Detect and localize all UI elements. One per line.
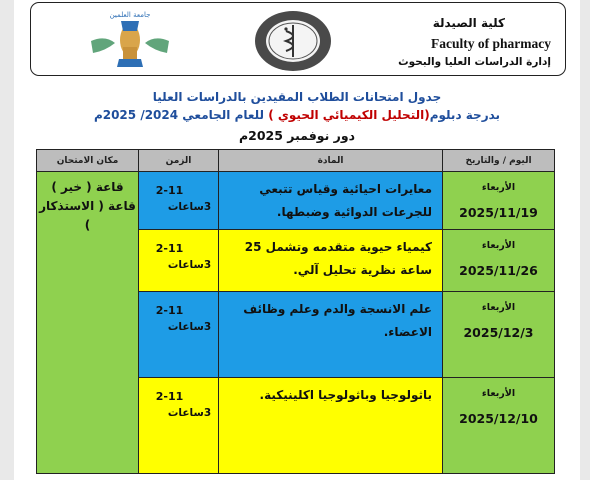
subject-cell [219, 292, 443, 378]
exam-date: 2025/12/3 [463, 325, 534, 340]
day-name: الأربعاء [481, 182, 516, 193]
exam-date: 2025/11/19 [459, 205, 538, 220]
schedule-title: جدول امتحانات الطلاب المقيدين بالدراسات العليا [152, 90, 442, 104]
time-cell [139, 292, 219, 378]
letterhead [30, 2, 566, 76]
subject-cell [219, 378, 443, 474]
subject-name: كيمياء حيوية متقدمه وتشمل 25 ساعة نظرية تحليل آلي. [244, 240, 432, 277]
schedule-subtitle [14, 108, 580, 122]
header-day-date: اليوم / والتاريخ [443, 150, 555, 172]
day-date-cell [443, 292, 555, 378]
subject-cell [219, 172, 443, 230]
program-name: (التحليل الكيميائي الحيوي ) [268, 108, 430, 122]
day-date-cell [443, 230, 555, 292]
time-range: 2-11 [155, 390, 184, 403]
day-name: الأربعاء [481, 388, 516, 399]
subject-name: معايرات احيائية وقياس تتبعي للجرعات الدوائية وضبطها. [259, 182, 432, 219]
table-header-row [37, 150, 555, 172]
day-date-cell [443, 172, 555, 230]
nefertiti-logo-icon [85, 7, 175, 73]
day-name: الأربعاء [481, 302, 516, 313]
location-cell [37, 172, 139, 474]
faculty-seal-icon [253, 9, 333, 73]
duration: 3ساعات [167, 201, 212, 213]
duration: 3ساعات [167, 407, 212, 419]
exam-schedule-table [36, 149, 555, 474]
exam-session: دور نوفمبر 2025م [238, 128, 356, 143]
academic-year: للعام الجامعي 2024/ 2025م [93, 108, 265, 122]
header-time: الزمن [139, 150, 219, 172]
svg-text:جامعة العلمين: جامعة العلمين [109, 11, 151, 19]
exam-date: 2025/11/26 [459, 263, 538, 278]
college-name-english: Faculty of pharmacy [431, 36, 551, 51]
header-location: مكان الامتحان [37, 150, 139, 172]
subject-name: علم الانسجة والدم وعلم وظائف الاعضاء. [243, 302, 432, 339]
time-range: 2-11 [155, 304, 184, 317]
location-text: قاعة ( خير ) قاعة ( الاستذكار ) [39, 180, 136, 232]
document-page [14, 0, 580, 480]
college-name-arabic: كلية الصيدلة [432, 16, 505, 30]
exam-date: 2025/12/10 [459, 411, 538, 426]
day-name: الأربعاء [481, 240, 516, 251]
time-cell [139, 172, 219, 230]
time-cell [139, 230, 219, 292]
table-row [37, 172, 555, 230]
time-range: 2-11 [155, 184, 184, 197]
day-date-cell [443, 378, 555, 474]
degree-prefix: بدرجة دبلوم [429, 108, 501, 122]
duration: 3ساعات [167, 321, 212, 333]
duration: 3ساعات [167, 259, 212, 271]
time-range: 2-11 [155, 242, 184, 255]
header-subject: المادة [219, 150, 443, 172]
subject-cell [219, 230, 443, 292]
department-name: إدارة الدراسات العليا والبحوث [398, 56, 551, 68]
time-cell [139, 378, 219, 474]
subject-name: باثولوجيا وباثولوجيا اكلينيكية. [259, 388, 432, 402]
